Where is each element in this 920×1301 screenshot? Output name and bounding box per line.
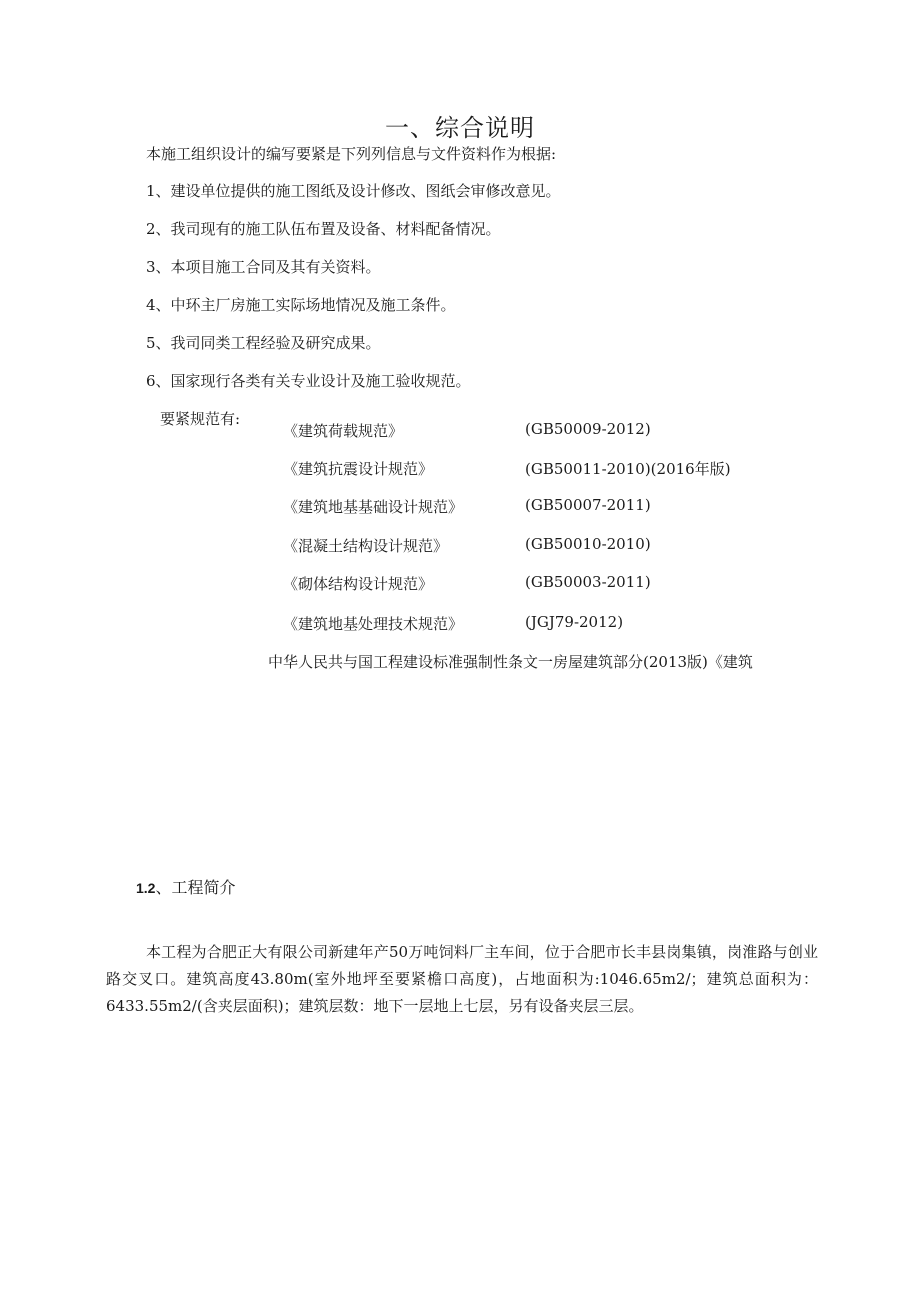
standards-heading: 要紧规范有: — [160, 410, 241, 428]
list-item: 2、我司现有的施工队伍布置及设备、材料配备情况。 — [146, 220, 501, 238]
standard-name: 《建筑荷载规范》 — [283, 422, 404, 440]
list-item: 3、本项目施工合同及其有关资料。 — [146, 258, 381, 276]
standard-code: (GB50003-2011) — [525, 573, 651, 591]
standard-code: (GB50009-2012) — [525, 420, 651, 438]
list-item: 5、我司同类工程经验及研究成果。 — [146, 334, 381, 352]
section-title: 、工程简介 — [155, 878, 236, 897]
section-paragraph: 本工程为合肥正大有限公司新建年产50万吨饲料厂主车间，位于合肥市长丰县岗集镇，岗淮路与创业路交叉口。建筑高度43.80m(室外地坪至要紧檐口高度)，占地面积为:1046.65m2/；建筑总面积为：6433.55m2/(含夹层面积)；建筑层数：地下一层地上七层，另有设备夹层三层。 — [106, 943, 818, 1015]
document-title: 一、综合说明 — [385, 114, 535, 142]
standard-name: 《建筑抗震设计规范》 — [283, 460, 434, 478]
standard-code: (JGJ79-2012) — [525, 613, 624, 631]
list-item: 1、建设单位提供的施工图纸及设计修改、图纸会审修改意见。 — [146, 182, 561, 200]
section-number: 1.2 — [136, 880, 156, 896]
intro-text: 本施工组织设计的编写要紧是下列列信息与文件资料作为根据: — [146, 145, 557, 163]
list-item: 4、中环主厂房施工实际场地情况及施工条件。 — [146, 296, 456, 314]
standard-code: (GB50007-2011) — [525, 496, 651, 514]
standard-name: 《砌体结构设计规范》 — [283, 575, 434, 593]
standard-name: 《建筑地基基础设计规范》 — [283, 498, 464, 516]
standard-code: (GB50011-2010)(2016年版) — [525, 460, 731, 478]
section-heading — [136, 875, 235, 898]
list-item: 6、国家现行各类有关专业设计及施工验收规范。 — [146, 372, 471, 390]
standard-name: 《建筑地基处理技术规范》 — [283, 615, 464, 633]
standards-extra-line: 中华人民共与国工程建设标准强制性条文一房屋建筑部分(2013版)《建筑 — [268, 653, 753, 671]
standard-code: (GB50010-2010) — [525, 535, 651, 553]
standard-name: 《混凝土结构设计规范》 — [283, 537, 449, 555]
